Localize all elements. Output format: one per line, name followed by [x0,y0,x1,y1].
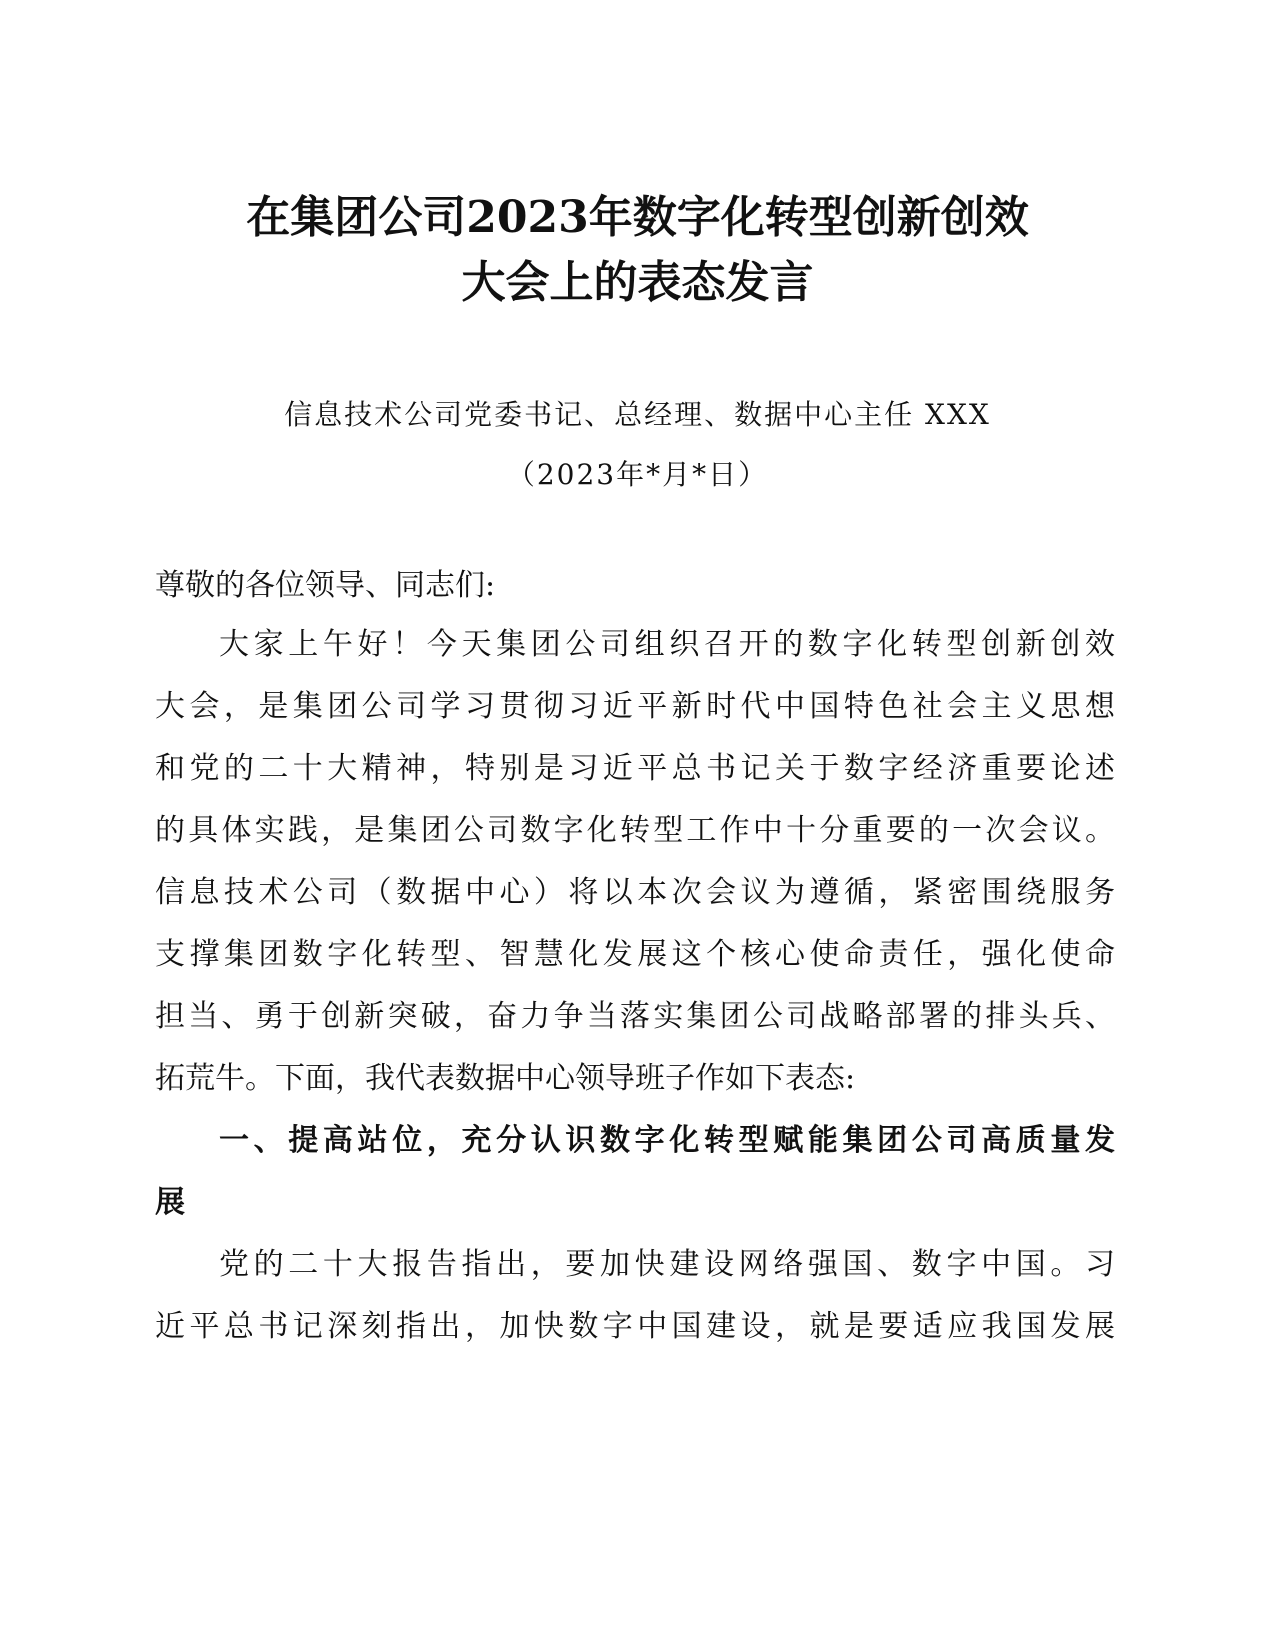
section-heading-1-cont: 展 [155,1185,185,1220]
paragraph-2-line: 近平总书记深刻指出，加快数字中国建设，就是要适应我国发展 [155,1309,1115,1344]
paragraph-1-line: 担当、勇于创新突破，奋力争当落实集团公司战略部署的排头兵、 [155,999,1115,1034]
paragraph-1-line: 的具体实践，是集团公司数字化转型工作中十分重要的一次会议。 [155,813,1115,848]
section-heading-1: 一、提高站位，充分认识数字化转型赋能集团公司高质量发 [219,1123,1115,1158]
paragraph-1-line: 信息技术公司（数据中心）将以本次会议为遵循，紧密围绕服务 [155,875,1115,910]
paragraph-1-line: 支撑集团数字化转型、智慧化发展这个核心使命责任，强化使命 [155,937,1115,972]
document-title-line-1: 在集团公司2023年数字化转型创新创效 [246,192,1029,243]
document-title-line-2: 大会上的表态发言 [461,257,814,308]
paragraph-1-line: 大家上午好！今天集团公司组织召开的数字化转型创新创效 [219,627,1115,662]
author-line: 信息技术公司党委书记、总经理、数据中心主任 XXX [284,398,991,431]
paragraph-1-line: 拓荒牛。下面，我代表数据中心领导班子作如下表态: [155,1061,856,1096]
date-line: （2023年*月*日） [506,458,769,491]
paragraph-2-line: 党的二十大报告指出，要加快建设网络强国、数字中国。习 [219,1247,1115,1282]
paragraph-1-line: 大会，是集团公司学习贯彻习近平新时代中国特色社会主义思想 [155,689,1115,724]
paragraph-1-line: 和党的二十大精神，特别是习近平总书记关于数字经济重要论述 [155,751,1115,786]
salutation: 尊敬的各位领导、同志们: [155,568,496,603]
